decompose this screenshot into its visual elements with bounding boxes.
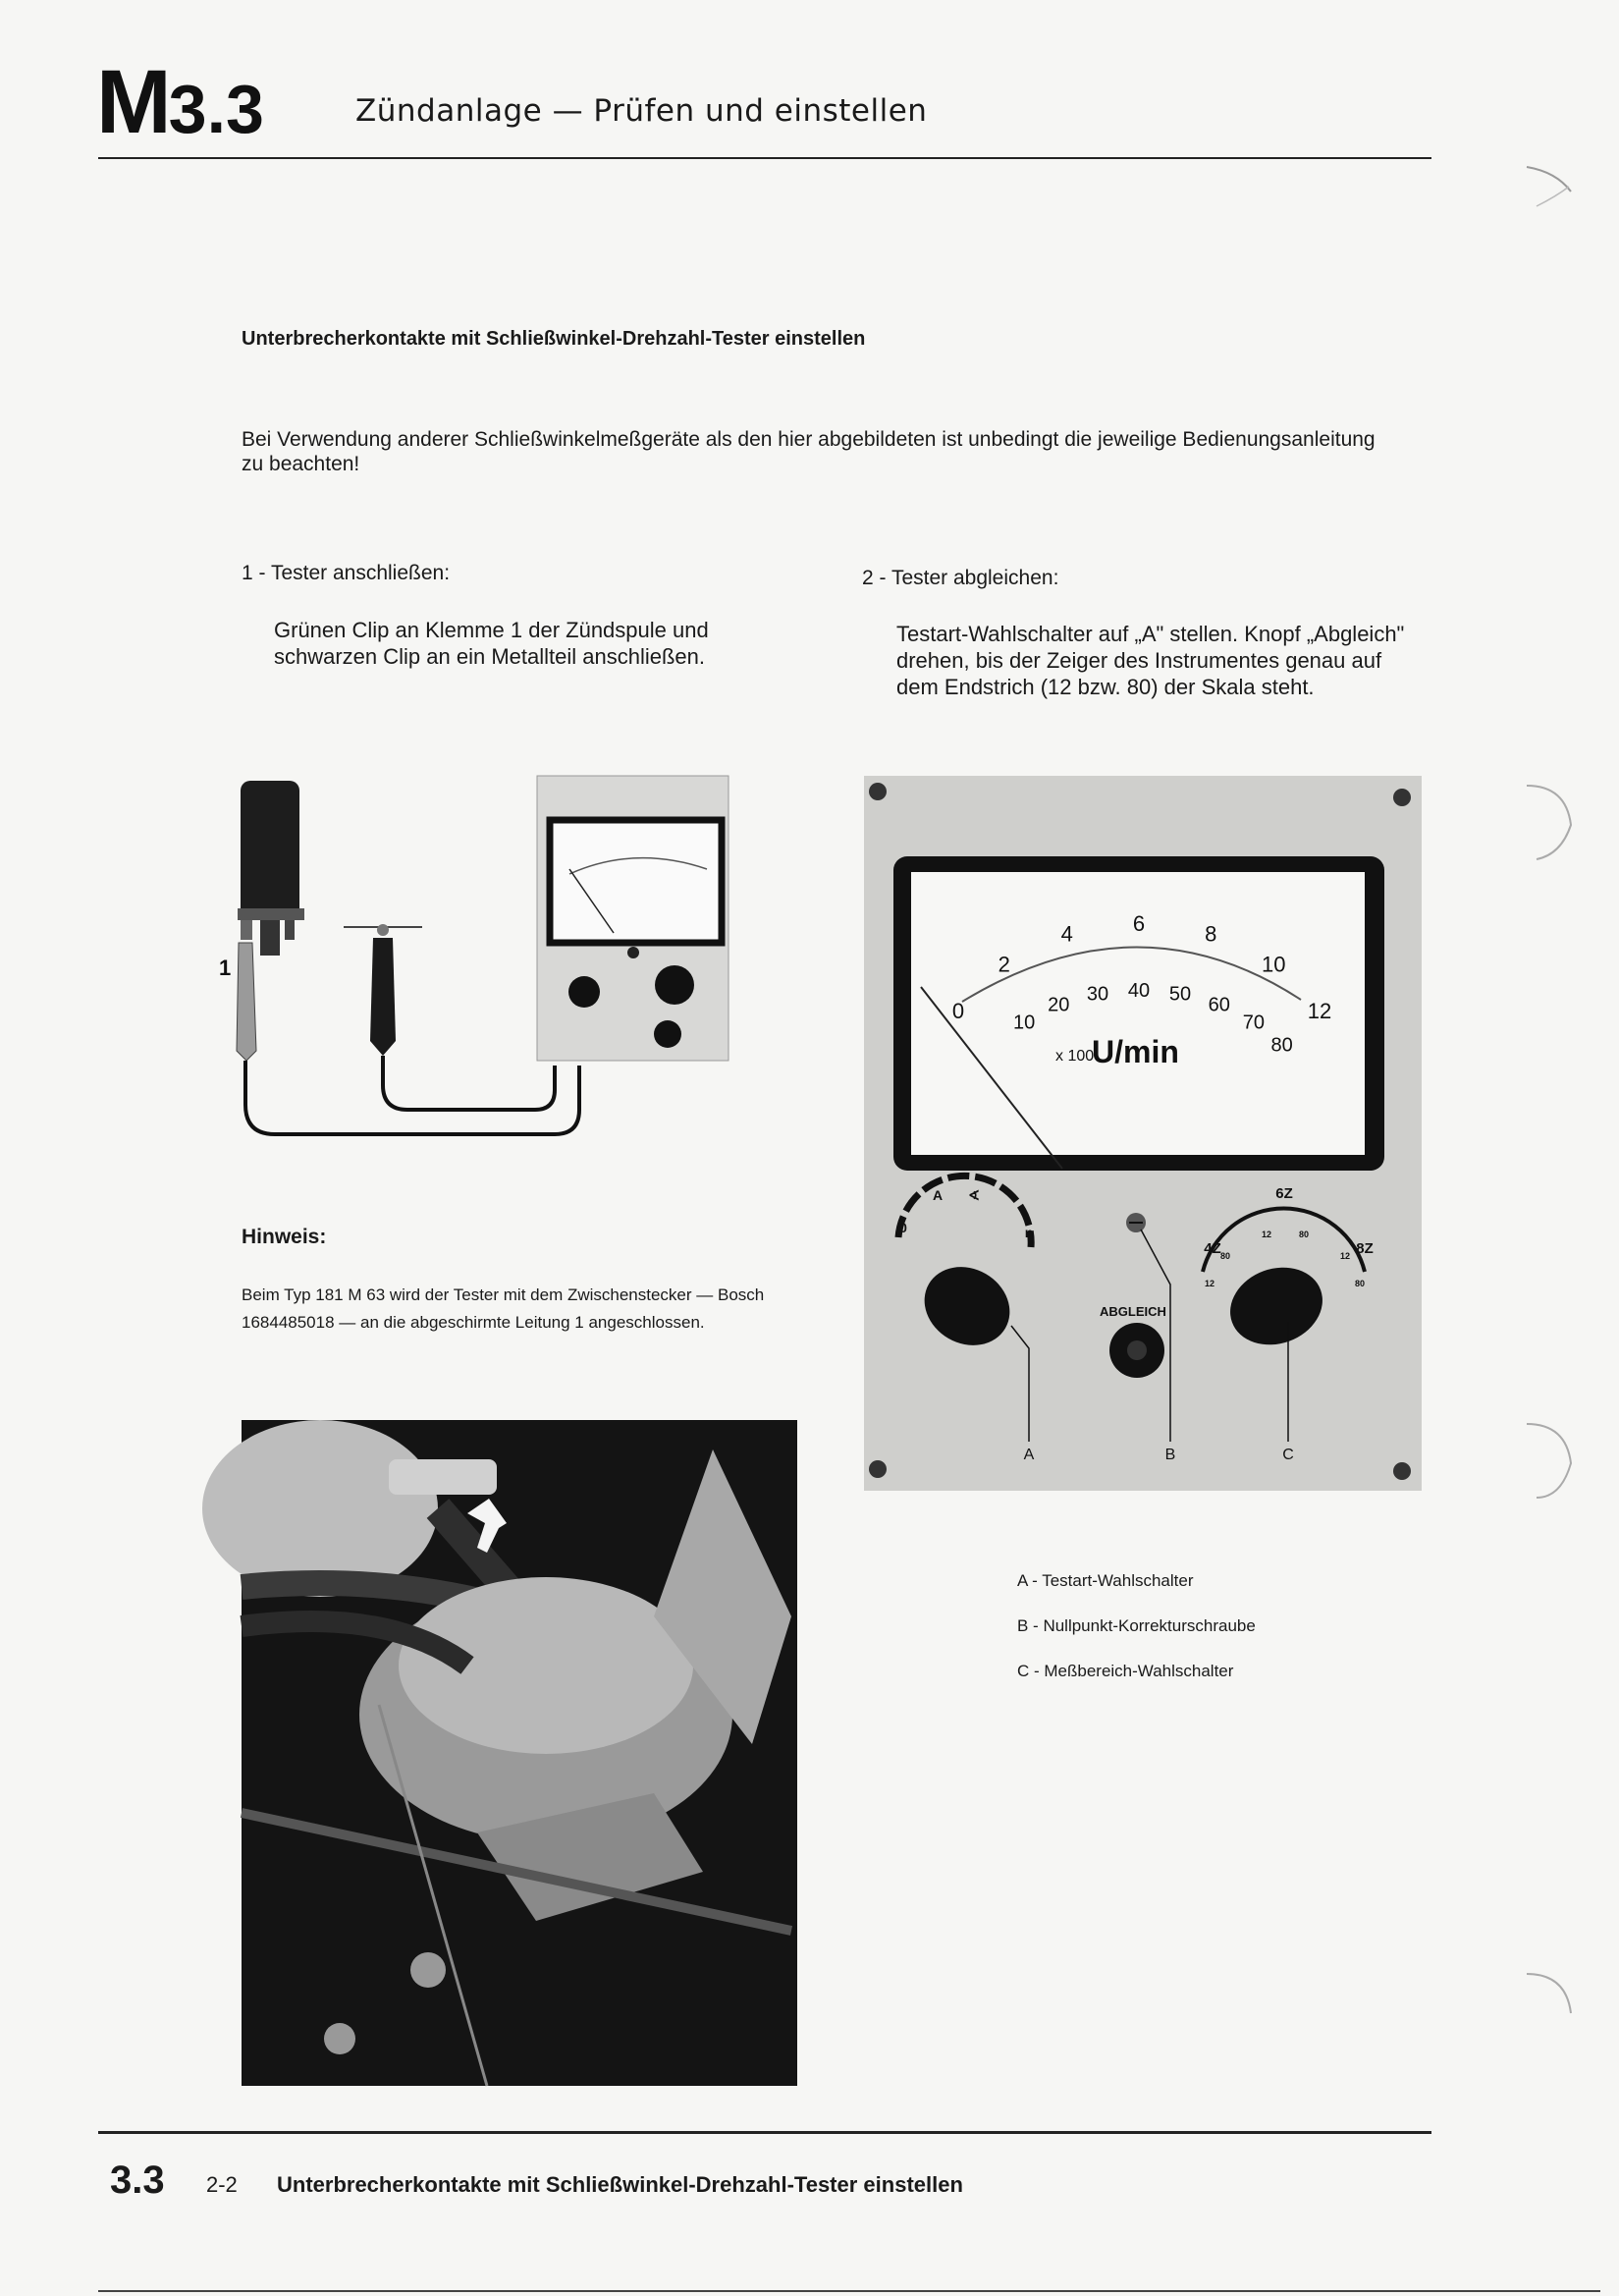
meter-inner-tick-label: 6 <box>1132 910 1146 936</box>
callout-label-b: B <box>1164 1447 1176 1463</box>
chapter-subnumber: 3.3 <box>168 71 264 147</box>
mode-switch-mark: n <box>1024 1225 1034 1240</box>
legend-item-c: C - Meßbereich-Wahlschalter <box>1017 1662 1234 1680</box>
range-switch-sub-mark: 80 <box>1219 1251 1231 1261</box>
chapter-letter: M <box>96 52 169 152</box>
abgleich-knob[interactable] <box>1109 1323 1164 1378</box>
meter-outer-tick-label: 50 <box>1168 983 1192 1006</box>
meter-inner-tick-label: 10 <box>1261 952 1286 977</box>
range-switch-mark: 6Z <box>1275 1185 1293 1202</box>
range-switch-sub-mark: 80 <box>1354 1279 1366 1288</box>
knob-label: ABGLEICH <box>1100 1304 1166 1319</box>
range-switch-sub-mark: 80 <box>1298 1230 1310 1239</box>
step-1-body: Grünen Clip an Klemme 1 der Zündspule und schwarzen Clip an ein Metallteil anschließen. <box>274 618 709 669</box>
meter-inner-tick-label: 4 <box>1060 921 1073 947</box>
meter-outer-tick-label: 30 <box>1086 983 1109 1006</box>
meter-outer-tick-label: 80 <box>1270 1034 1293 1057</box>
screw-icon <box>1393 1462 1411 1480</box>
page-title: Zündanlage — Prüfen und einstellen <box>355 93 928 129</box>
callout-label-a: A <box>1023 1447 1035 1463</box>
tester-small <box>537 776 729 1061</box>
figure-legend <box>1017 1571 1256 1707</box>
meter-outer-tick-label: 40 <box>1127 980 1151 1002</box>
binder-hole-marks <box>1502 147 1619 2013</box>
legend-item-a: A - Testart-Wahlschalter <box>1017 1571 1194 1590</box>
test-leads <box>245 1056 579 1134</box>
header-rule <box>98 157 1431 159</box>
page-edge-rule <box>98 2290 1600 2292</box>
meter <box>893 856 1384 1171</box>
meter-inner-tick-label: 0 <box>951 999 965 1024</box>
engine-photo <box>242 1420 797 2086</box>
range-switch-mark: 8Z <box>1356 1240 1374 1257</box>
unit-prefix: x 100 <box>1055 1048 1095 1065</box>
ignition-coil <box>238 781 304 956</box>
ground-rail <box>344 924 422 936</box>
range-switch-sub-mark: 12 <box>1339 1251 1351 1261</box>
terminal-label: 1 <box>219 956 232 980</box>
meter-inner-tick-label: 2 <box>998 952 1010 977</box>
chapter-number <box>96 52 264 152</box>
screw-icon <box>869 783 887 800</box>
green-clip <box>237 943 256 1061</box>
mode-switch-mark: 0 <box>899 1220 907 1235</box>
section-heading: Unterbrecherkontakte mit Schließwinkel-Drehzahl-Tester einstellen <box>242 328 866 350</box>
tester-figure <box>864 776 1422 1491</box>
legend-item-b: B - Nullpunkt-Korrekturschraube <box>1017 1616 1256 1635</box>
footer-rule <box>98 2131 1431 2134</box>
mode-switch-mark: A <box>932 1187 944 1203</box>
step-2-body: Testart-Wahlschalter auf „A" stellen. Knopf „Abgleich" drehen, bis der Zeiger des Instrumentes genau auf dem Endstrich (12 bzw. 80) der Skala steht. <box>896 622 1405 699</box>
black-clip <box>370 938 396 1056</box>
wiring-figure <box>221 771 810 1144</box>
step-2-title: 2 - Tester abgleichen: <box>862 567 1059 589</box>
meter-inner-tick-label: 12 <box>1307 999 1332 1024</box>
footer-section-number: 3.3 <box>110 2159 165 2202</box>
hint-title: Hinweis: <box>242 1226 327 1248</box>
meter-outer-tick-label: 20 <box>1048 994 1070 1016</box>
range-switch-sub-mark: 12 <box>1261 1230 1272 1239</box>
screw-icon <box>1393 789 1411 806</box>
footer-title: Unterbrecherkontakte mit Schließwinkel-Drehzahl-Tester einstellen <box>277 2172 963 2197</box>
mode-switch-mark: ∢ <box>968 1187 980 1203</box>
footer-page-number: 2-2 <box>206 2172 238 2197</box>
meter-outer-tick-label: 10 <box>1012 1011 1036 1034</box>
hint-body: Beim Typ 181 M 63 wird der Tester mit dem Zwischenstecker — Bosch 1684485018 — an die abgeschirmte Leitung 1 angeschlossen. <box>242 1285 765 1332</box>
meter-inner-tick-label: 8 <box>1205 921 1217 947</box>
callout-label-c: C <box>1282 1447 1294 1463</box>
unit-label: U/min <box>1092 1034 1179 1069</box>
range-switch-sub-mark: 12 <box>1204 1279 1215 1288</box>
intro-paragraph: Bei Verwendung anderer Schließwinkelmeßgeräte als den hier abgebildeten ist unbedingt die jeweilige Bedienungsanleitung zu beachten! <box>242 428 1376 475</box>
range-switch-mark: 4Z <box>1204 1240 1221 1257</box>
screw-icon <box>869 1460 887 1478</box>
meter-outer-tick-label: 70 <box>1242 1011 1266 1034</box>
step-1-title: 1 - Tester anschließen: <box>242 562 451 584</box>
meter-outer-tick-label: 60 <box>1208 994 1230 1016</box>
zero-adjust-screw[interactable] <box>1126 1213 1146 1232</box>
